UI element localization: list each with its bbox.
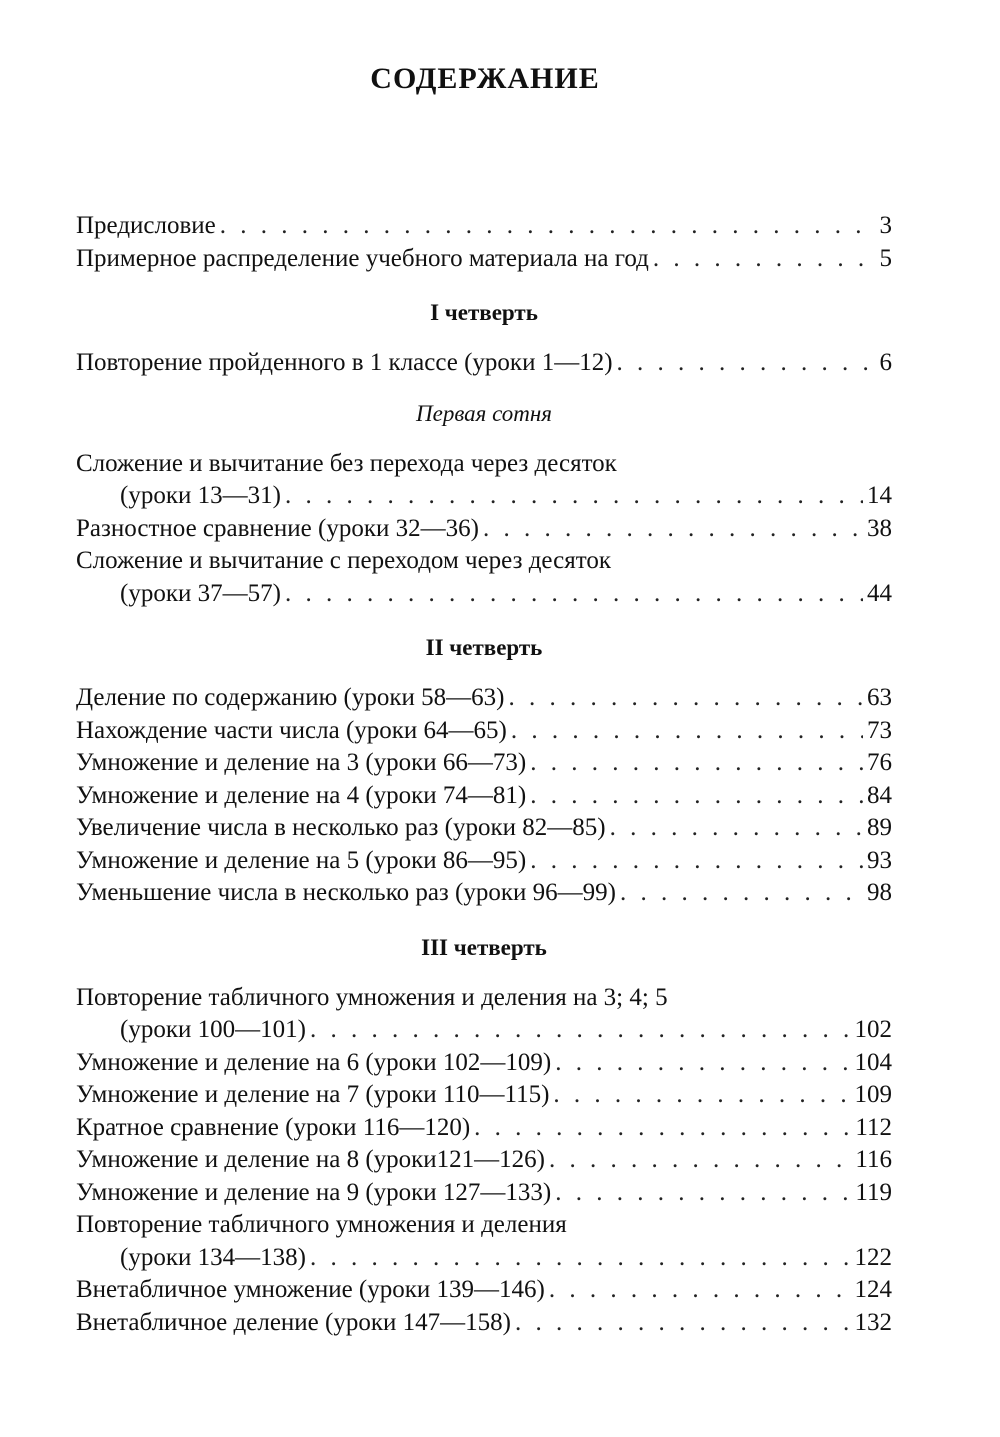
toc-entry-page: 6 [879,349,892,376]
toc-entry-title: (уроки 13—31) [120,482,281,509]
toc-entry-page: 93 [867,846,892,874]
toc-entry-title: Умножение и деление на 8 (уроки121—126) [76,1146,545,1173]
toc-entry-title-line1: Повторение табличного умножения и деления [76,1211,567,1238]
leader-dots [530,747,863,780]
leader-dots [474,1112,851,1145]
section-heading-q2: II четверть [425,635,543,660]
leader-dots [310,1242,851,1275]
toc-entry[interactable] [76,243,892,276]
toc-entry-title: Умножение и деление на 9 (уроки 127—133) [76,1178,552,1206]
toc-entry-page: 3 [879,212,892,239]
toc-entry-title: Разностное сравнение (уроки 32—36) [76,514,479,542]
toc-entry[interactable] [76,682,892,715]
leader-dots [555,1047,850,1080]
toc-entry-title: Умножение и деление на 5 (уроки 86—95) [76,846,527,874]
toc-entry-page: 98 [867,879,892,906]
toc-entry[interactable] [76,1242,892,1275]
toc-entry-title: (уроки 134—138) [120,1243,306,1271]
toc-entry[interactable] [76,210,892,243]
toc-entry[interactable] [76,1112,892,1145]
toc-entry-page: 112 [855,1113,892,1141]
toc-entry-title: Внетабличное деление (уроки 147—158) [76,1308,511,1336]
leader-dots [530,780,863,813]
toc-entry-page: 116 [855,1146,892,1173]
section-heading-q3: III четверть [421,934,547,960]
toc-entry[interactable] [76,1274,892,1307]
toc-entry-title: Нахождение части числа (уроки 64—65) [76,716,507,744]
leader-dots [549,1274,851,1307]
leader-dots [617,347,868,380]
toc-entry-title-line1: Сложение и вычитание без перехода через десяток [76,449,617,477]
toc-entry-page: 132 [854,1308,892,1336]
subsection-heading: Первая сотня [416,400,552,426]
leader-dots [620,877,863,910]
toc-entry-title: Увеличение числа в несколько раз (уроки 82—85) [76,814,606,841]
toc-entry-page: 14 [867,482,892,509]
toc-entry-title: (уроки 37—57) [120,579,281,607]
toc-entry[interactable] [76,578,892,611]
toc-entry[interactable] [76,480,892,513]
toc-entry[interactable] [76,845,892,878]
toc-entry-page: 76 [867,749,892,776]
toc-entry-page: 5 [879,244,892,272]
toc-entry-title-line1: Повторение табличного умножения и деления на 3; 4; 5 [76,983,668,1011]
leader-dots [555,1177,851,1210]
leader-dots [610,812,863,845]
leader-dots [508,682,863,715]
toc-entry[interactable] [76,1177,892,1210]
leader-dots [511,715,863,748]
toc-entry-page: 104 [854,1048,892,1076]
toc-entry[interactable] [76,812,892,845]
toc-entry-title: Кратное сравнение (уроки 116—120) [76,1113,471,1141]
toc-entry-page: 38 [867,514,892,542]
toc-entry-page: 73 [867,716,892,744]
toc-entry-page: 84 [867,781,892,809]
toc-entry-page: 44 [867,579,892,607]
leader-dots [483,513,863,546]
toc-entry-title: Умножение и деление на 6 (уроки 102—109) [76,1048,552,1076]
toc-entry-title: Внетабличное умножение (уроки 139—146) [76,1276,545,1303]
toc-entry-title: Деление по содержанию (уроки 58—63) [76,684,505,711]
page-title: СОДЕРЖАНИЕ [370,62,600,95]
toc-entry-page: 109 [854,1081,892,1108]
toc-entry-title: Умножение и деление на 3 (уроки 66—73) [76,749,527,776]
toc-entry[interactable] [76,877,892,910]
toc-entry[interactable] [76,715,892,748]
leader-dots [515,1307,851,1340]
toc-entry-page: 124 [854,1276,892,1303]
toc-entry-title: Умножение и деление на 4 (уроки 74—81) [76,781,527,809]
toc-entry[interactable] [76,513,892,546]
toc-entry-title: (уроки 100—101) [120,1016,306,1043]
section-heading-q1: I четверть [430,300,538,325]
toc-entry-title: Примерное распределение учебного материала на год [76,244,649,272]
leader-dots [285,480,863,513]
leader-dots [549,1144,851,1177]
toc-entry[interactable] [76,1144,892,1177]
leader-dots [530,845,863,878]
table-of-contents [76,210,892,1339]
toc-entry-page: 122 [854,1243,892,1271]
toc-entry-page: 63 [867,684,892,711]
toc-entry-page: 89 [867,814,892,841]
toc-entry[interactable] [76,1307,892,1340]
toc-entry[interactable] [76,1014,892,1047]
leader-dots [553,1079,850,1112]
toc-entry[interactable] [76,347,892,380]
toc-entry-title: Предисловие [76,212,216,239]
toc-entry[interactable] [76,747,892,780]
toc-entry-title: Повторение пройденного в 1 классе (уроки 1—12) [76,349,613,376]
toc-entry-page: 119 [855,1178,892,1206]
toc-entry[interactable] [76,1079,892,1112]
toc-entry[interactable] [76,1047,892,1080]
leader-dots [220,210,868,243]
toc-entry-title: Умножение и деление на 7 (уроки 110—115) [76,1081,550,1108]
toc-entry-title: Уменьшение числа в несколько раз (уроки 96—99) [76,879,616,906]
leader-dots [310,1014,851,1047]
toc-entry-title-line1: Сложение и вычитание с переходом через десяток [76,547,611,574]
toc-entry-page: 102 [854,1016,892,1043]
leader-dots [653,243,868,276]
leader-dots [285,578,863,611]
toc-entry[interactable] [76,780,892,813]
